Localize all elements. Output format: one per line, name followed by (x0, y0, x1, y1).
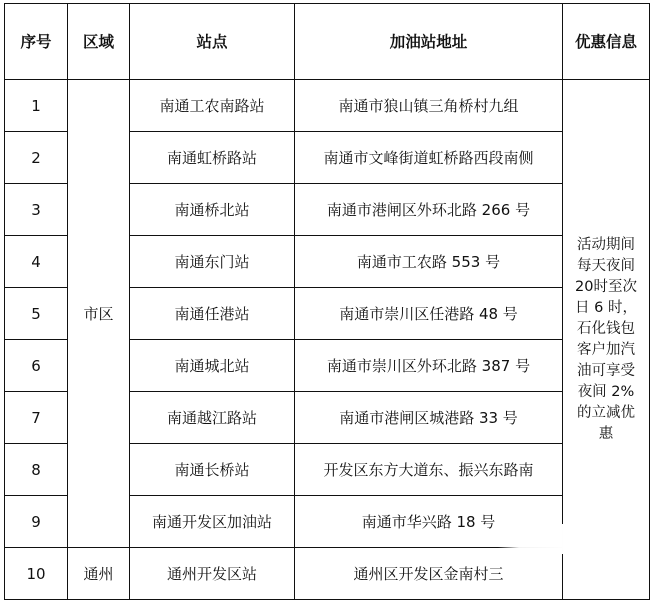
header-index: 序号 (5, 4, 68, 80)
row-station: 南通越江路站 (130, 392, 295, 444)
promo-line: 夜间 2% (577, 383, 635, 400)
table-row (5, 80, 650, 132)
row-index: 7 (5, 392, 68, 444)
row-index: 6 (5, 340, 68, 392)
table-row (5, 548, 650, 600)
region-cell-tongzhou: 通州 (68, 548, 130, 600)
row-index: 4 (5, 236, 68, 288)
promo-line: 活动期间 (577, 236, 635, 253)
row-index: 5 (5, 288, 68, 340)
region-cell-shiqu: 市区 (68, 80, 130, 548)
row-station: 南通城北站 (130, 340, 295, 392)
table-header-row (5, 4, 650, 80)
row-index: 9 (5, 496, 68, 548)
row-address: 南通市崇川区外环北路 387 号 (295, 340, 563, 392)
row-station: 南通工农南路站 (130, 80, 295, 132)
promo-line: 油可享受 (577, 362, 635, 379)
row-station: 南通虹桥路站 (130, 132, 295, 184)
row-index: 2 (5, 132, 68, 184)
promo-line: 每天夜间 (577, 257, 635, 274)
row-address: 南通市港闸区城港路 33 号 (295, 392, 563, 444)
header-station: 站点 (130, 4, 295, 80)
row-address: 通州区开发区金南村三 (295, 548, 563, 600)
promo-line: 惠 (598, 425, 614, 442)
row-address: 南通市文峰街道虹桥路西段南侧 (295, 132, 563, 184)
gas-station-table (4, 3, 650, 600)
row-index: 10 (5, 548, 68, 600)
row-address: 开发区东方大道东、振兴东路南 (295, 444, 563, 496)
row-station: 南通任港站 (130, 288, 295, 340)
row-station: 南通长桥站 (130, 444, 295, 496)
watermark-fade (498, 524, 568, 554)
promo-line: 日 6 时， (575, 299, 637, 316)
row-index: 3 (5, 184, 68, 236)
row-station: 南通东门站 (130, 236, 295, 288)
promo-line: 20时至次 (575, 278, 637, 295)
row-address: 南通市狼山镇三角桥村九组 (295, 80, 563, 132)
promo-cell (563, 80, 650, 600)
row-station: 南通开发区加油站 (130, 496, 295, 548)
promo-line: 客户加汽 (577, 341, 635, 358)
row-station: 南通桥北站 (130, 184, 295, 236)
header-region: 区域 (68, 4, 130, 80)
row-address: 南通市崇川区任港路 48 号 (295, 288, 563, 340)
header-address: 加油站地址 (295, 4, 563, 80)
promo-line: 的立减优 (577, 404, 635, 421)
row-address: 南通市华兴路 18 号 (295, 496, 563, 548)
row-address: 南通市港闸区外环北路 266 号 (295, 184, 563, 236)
row-index: 1 (5, 80, 68, 132)
row-index: 8 (5, 444, 68, 496)
header-promo: 优惠信息 (563, 4, 650, 80)
row-station: 通州开发区站 (130, 548, 295, 600)
row-address: 南通市工农路 553 号 (295, 236, 563, 288)
promo-line: 石化钱包 (577, 320, 635, 337)
